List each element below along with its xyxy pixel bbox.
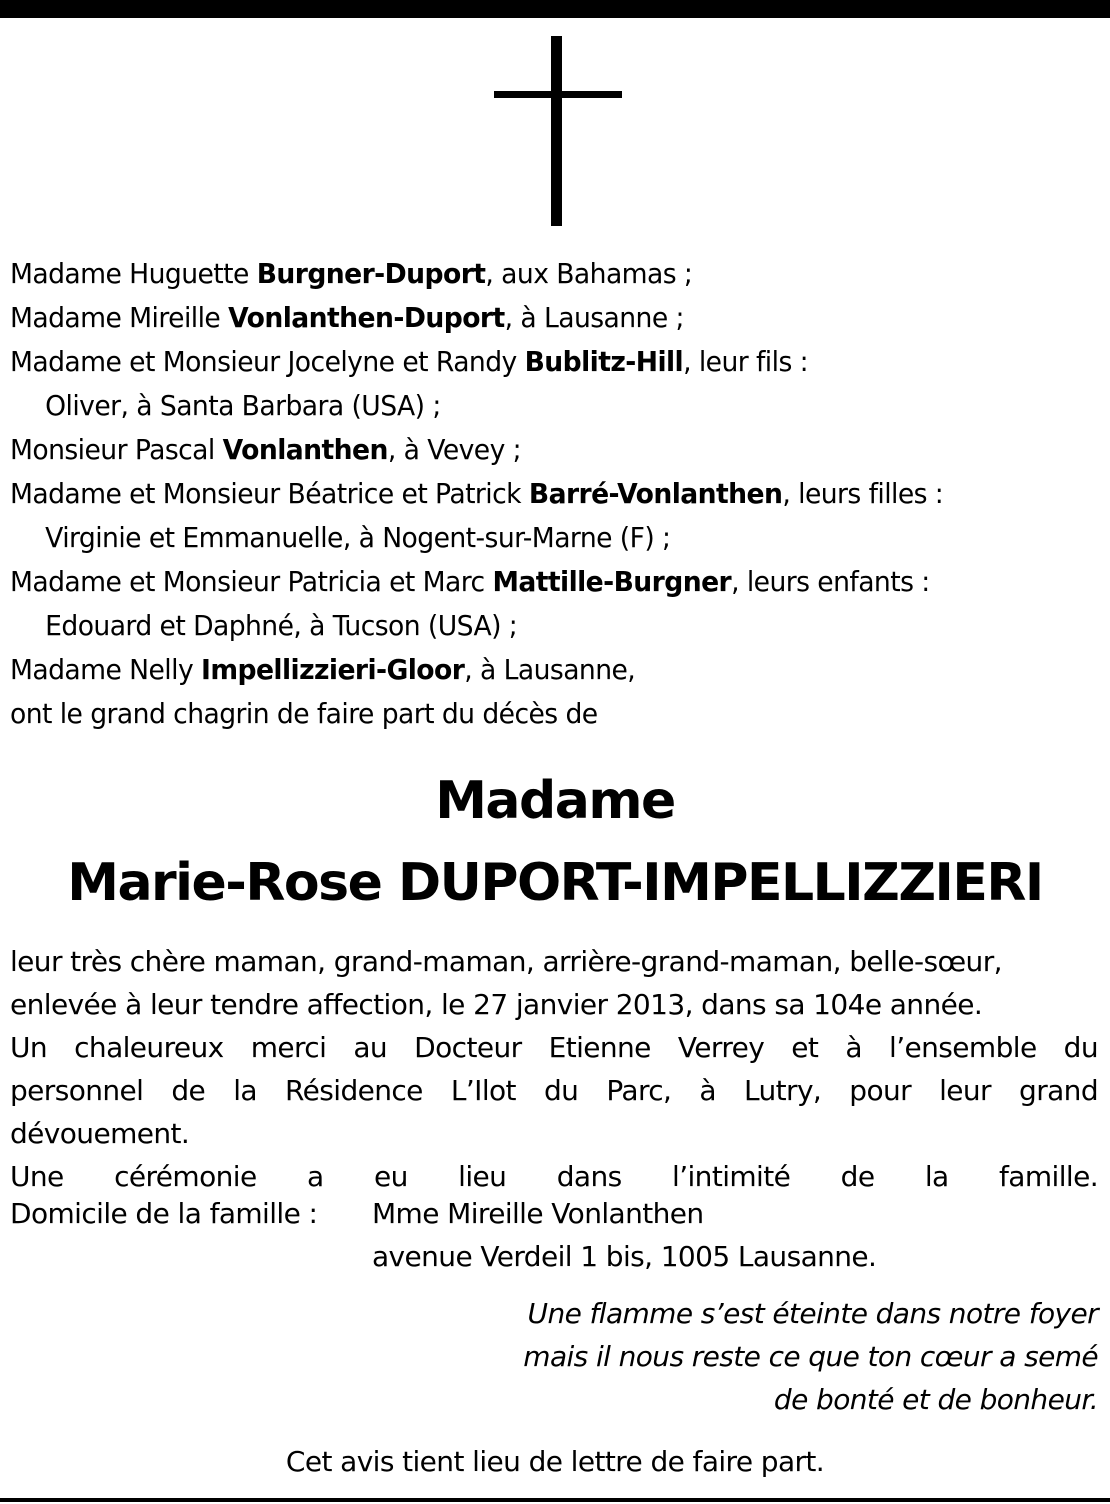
family-surname: Burgner-Duport: [256, 257, 486, 290]
announcement-body: [10, 940, 1098, 1198]
family-line-suffix: , aux Bahamas ;: [485, 257, 693, 290]
family-line-suffix: , leurs filles :: [782, 477, 944, 510]
family-line-suffix: , à Lausanne ;: [504, 301, 684, 334]
quote-line: mais il nous reste ce que ton cœur a semé: [523, 1340, 1098, 1373]
family-line: [10, 428, 1050, 472]
family-line-suffix: , leurs enfants :: [731, 565, 930, 598]
family-line: [10, 472, 1050, 516]
family-line-child: [10, 516, 1050, 560]
family-surname: Impellizzieri-Gloor: [201, 653, 465, 686]
family-line-text: Oliver, à Santa Barbara (USA) ;: [45, 389, 441, 422]
family-line-suffix: , à Vevey ;: [387, 433, 522, 466]
family-line-suffix: , à Lausanne,: [464, 653, 636, 686]
family-line-text: Madame et Monsieur Patricia et Marc: [10, 565, 493, 598]
family-line-suffix: , leur fils :: [683, 345, 809, 378]
family-line-text: ont le grand chagrin de faire part du décès de: [10, 697, 598, 730]
quote-line: Une flamme s’est éteinte dans notre foyer: [527, 1297, 1098, 1330]
family-line-text: Madame et Monsieur Jocelyne et Randy: [10, 345, 525, 378]
deceased-name: Marie-Rose DUPORT-IMPELLIZZIERI: [67, 853, 1043, 913]
announcement-intro: [10, 692, 1050, 736]
cross-vertical-bar: [551, 36, 562, 226]
family-line-child: [10, 604, 1050, 648]
family-list: [10, 252, 1050, 736]
family-line: [10, 648, 1050, 692]
family-line-text: Madame Nelly: [10, 653, 202, 686]
top-border-rule: [0, 0, 1110, 18]
family-line: [10, 560, 1050, 604]
family-line: [10, 340, 1050, 384]
cross-horizontal-bar: [494, 91, 622, 98]
body-line: dévouement.: [10, 1117, 190, 1150]
domicile-label: Domicile de la famille :: [10, 1197, 318, 1230]
memorial-quote: [523, 1292, 1098, 1421]
family-line-child: [10, 384, 1050, 428]
body-line: personnel de la Résidence L’Ilot du Parc, à Lutry, pour leur grand: [10, 1074, 1098, 1107]
body-line: leur très chère maman, grand-maman, arrière-grand-maman, belle-sœur,: [10, 945, 1002, 978]
domicile-name: Mme Mireille Vonlanthen: [372, 1197, 704, 1230]
family-line-text: Madame Huguette: [10, 257, 257, 290]
family-surname: Barré-Vonlanthen: [528, 477, 783, 510]
family-line-text: Virginie et Emmanuelle, à Nogent-sur-Marne (F) ;: [45, 521, 671, 554]
deceased-title: Madame: [435, 771, 675, 831]
family-surname: Bublitz-Hill: [524, 345, 684, 378]
bottom-border-rule: [0, 1498, 1110, 1502]
body-line: Un chaleureux merci au Docteur Etienne Verrey et à l’ensemble du: [10, 1031, 1098, 1064]
family-surname: Vonlanthen: [222, 433, 388, 466]
family-line: [10, 252, 1050, 296]
family-line-text: Monsieur Pascal: [10, 433, 223, 466]
cross-icon: [494, 36, 622, 226]
domicile-street: avenue Verdeil 1 bis, 1005 Lausanne.: [372, 1240, 877, 1273]
body-line: enlevée à leur tendre affection, le 27 janvier 2013, dans sa 104e année.: [10, 988, 983, 1021]
body-line: Une cérémonie a eu lieu dans l’intimité de la famille.: [10, 1160, 1098, 1193]
family-line: [10, 296, 1050, 340]
domicile-address: [372, 1192, 876, 1278]
family-line-text: Madame Mireille: [10, 301, 229, 334]
closing-note: Cet avis tient lieu de lettre de faire part.: [285, 1445, 825, 1478]
family-line-text: Edouard et Daphné, à Tucson (USA) ;: [45, 609, 518, 642]
quote-line: de bonté et de bonheur.: [773, 1383, 1098, 1416]
deceased-name-block: [0, 760, 1110, 924]
family-line-text: Madame et Monsieur Béatrice et Patrick: [10, 477, 529, 510]
family-surname: Mattille-Burgner: [492, 565, 732, 598]
family-surname: Vonlanthen-Duport: [228, 301, 505, 334]
